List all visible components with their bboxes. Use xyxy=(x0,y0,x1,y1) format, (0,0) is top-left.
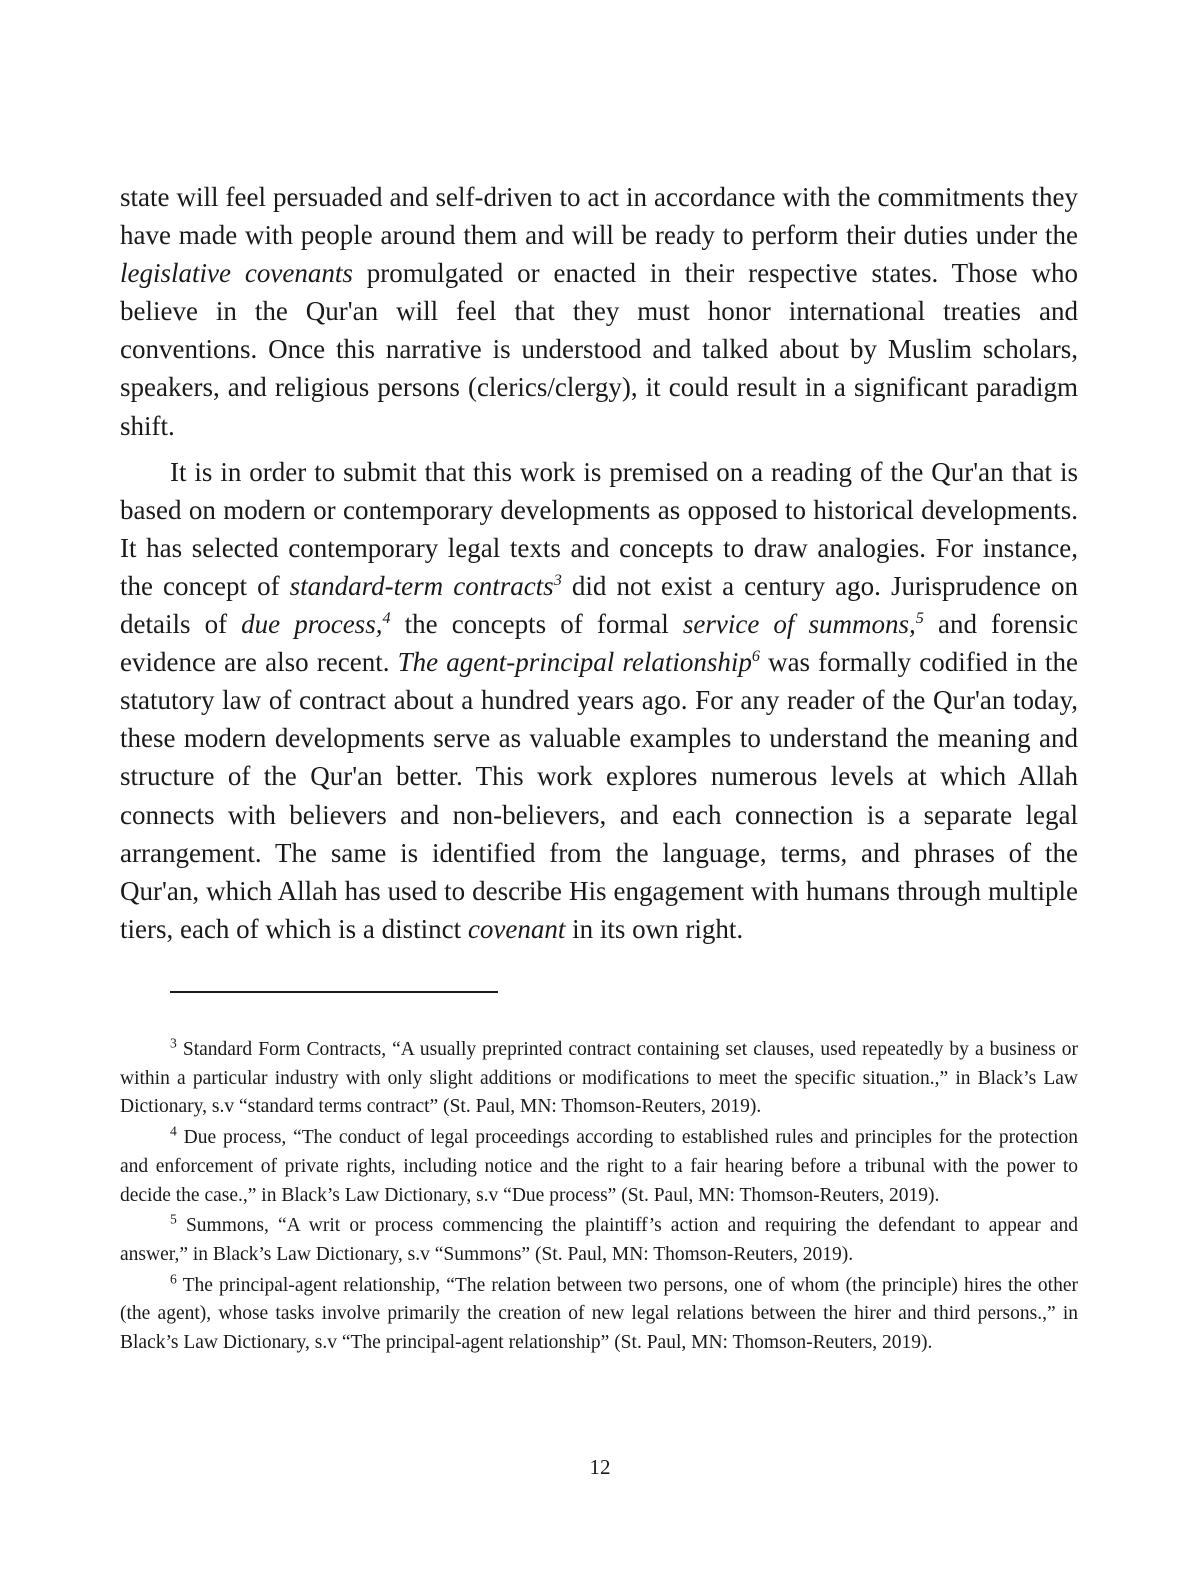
main-body-text xyxy=(120,178,1078,948)
footnote-text: Due process, “The conduct of legal proceedings according to established rules and principles for the protection and enforcement of private rights, including notice and the right to a fair hearing before a tribunal with the power to decide the case.,” in Black’s Law Dictionary, s.v “Due process” (St. Paul, MN: Thomson-Reuters, 2019). xyxy=(120,1127,1078,1206)
footnote-text: Summons, “A writ or process commencing the plaintiff’s action and requiring the defendant to appear and answer,” in Black’s Law Dictionary, s.v “Summons” (St. Paul, MN: Thomson-Reuters, 2019). xyxy=(120,1215,1078,1265)
footnote-number: 5 xyxy=(170,1211,177,1227)
footnote-6 xyxy=(120,1272,1078,1358)
paragraph-2-text-g: and forensic evidence are also recent. xyxy=(120,609,1078,678)
footnote-ref-3[interactable]: 3 xyxy=(553,570,562,589)
term-agent-principal-relationship: The agent-principal relationship xyxy=(397,647,752,678)
footnote-text: The principal-agent relationship, “The relation between two persons, one of whom (the principle) hires the other (the agent), whose tasks involve primarily the creation of new legal relations between the hirer and third persons.,” in Black’s Law Dictionary, s.v “The principal-agent relationship” (St. Paul, MN: Thomson-Reuters, 2019). xyxy=(120,1274,1078,1354)
footnote-ref-4[interactable]: 4 xyxy=(382,609,391,628)
paragraph-2-text-e: the concepts of formal xyxy=(390,609,683,640)
footnote-number: 4 xyxy=(170,1123,177,1139)
term-legislative-covenants: legislative covenants xyxy=(120,258,353,289)
term-covenant: covenant xyxy=(467,913,566,944)
paragraph-1-text-a: state will feel persuaded and self-driven to act in accordance with the commitments they have made with people around them and will be ready to perform their duties under the xyxy=(120,182,1078,251)
term-standard-term-contracts: standard-term contracts xyxy=(289,570,554,601)
footnote-5 xyxy=(120,1212,1078,1269)
footnote-number: 3 xyxy=(170,1035,177,1051)
footnote-ref-6[interactable]: 6 xyxy=(751,647,760,666)
term-service-of-summons: service of summons, xyxy=(682,609,916,640)
term-due-process: due process, xyxy=(241,609,383,640)
footnote-number: 6 xyxy=(170,1271,177,1287)
paragraph-2 xyxy=(120,453,1078,948)
paragraph-2-text-i: was formally codified in the statutory law of contract about a hundred years ago. For any reader of the Qur'an today, these modern developments serve as valuable examples to understand the meaning and structure of the Qur'an better. This work explores numerous levels at which Allah connects with believers and non-believers, and each connection is a separate legal arrangement. The same is identified from the language, terms, and phrases of the Qur'an, which Allah has used to describe His engagement with humans through multiple tiers, each of which is a distinct xyxy=(120,647,1078,944)
paragraph-1-text-c: promulgated or enacted in their respective states. Those who believe in the Qur'an will feel that they must honor international treaties and conventions. Once this narrative is understood and talked about by Muslim scholars, speakers, and religious persons (clerics/clergy), it could result in a significant paradigm shift. xyxy=(120,258,1078,441)
footnotes xyxy=(120,1036,1078,1360)
footnote-ref-5[interactable]: 5 xyxy=(915,609,924,628)
footnote-4 xyxy=(120,1124,1078,1210)
paragraph-2-text-a: It is in order to submit that this work is premised on a reading of the Qur'an that is based on modern or contemporary developments as opposed to historical developments. It has selected contemporary legal texts and concepts to draw analogies. For instance, the concept of xyxy=(120,456,1078,601)
footnote-3 xyxy=(120,1036,1078,1122)
footnote-text: Standard Form Contracts, “A usually preprinted contract containing set clauses, used repeatedly by a business or within a particular industry with only slight additions or modifications to meet the specific situation.,” in Black’s Law Dictionary, s.v “standard terms contract” (St. Paul, MN: Thomson-Reuters, 2019). xyxy=(120,1039,1078,1118)
footnote-separator xyxy=(170,991,498,993)
page-number: 12 xyxy=(589,1455,611,1479)
paragraph-2-text-c: did not exist a century ago. Jurisprudence on details of xyxy=(120,570,1078,640)
paragraph-2-text-k: in its own right. xyxy=(565,913,744,944)
paragraph-1 xyxy=(120,178,1078,445)
